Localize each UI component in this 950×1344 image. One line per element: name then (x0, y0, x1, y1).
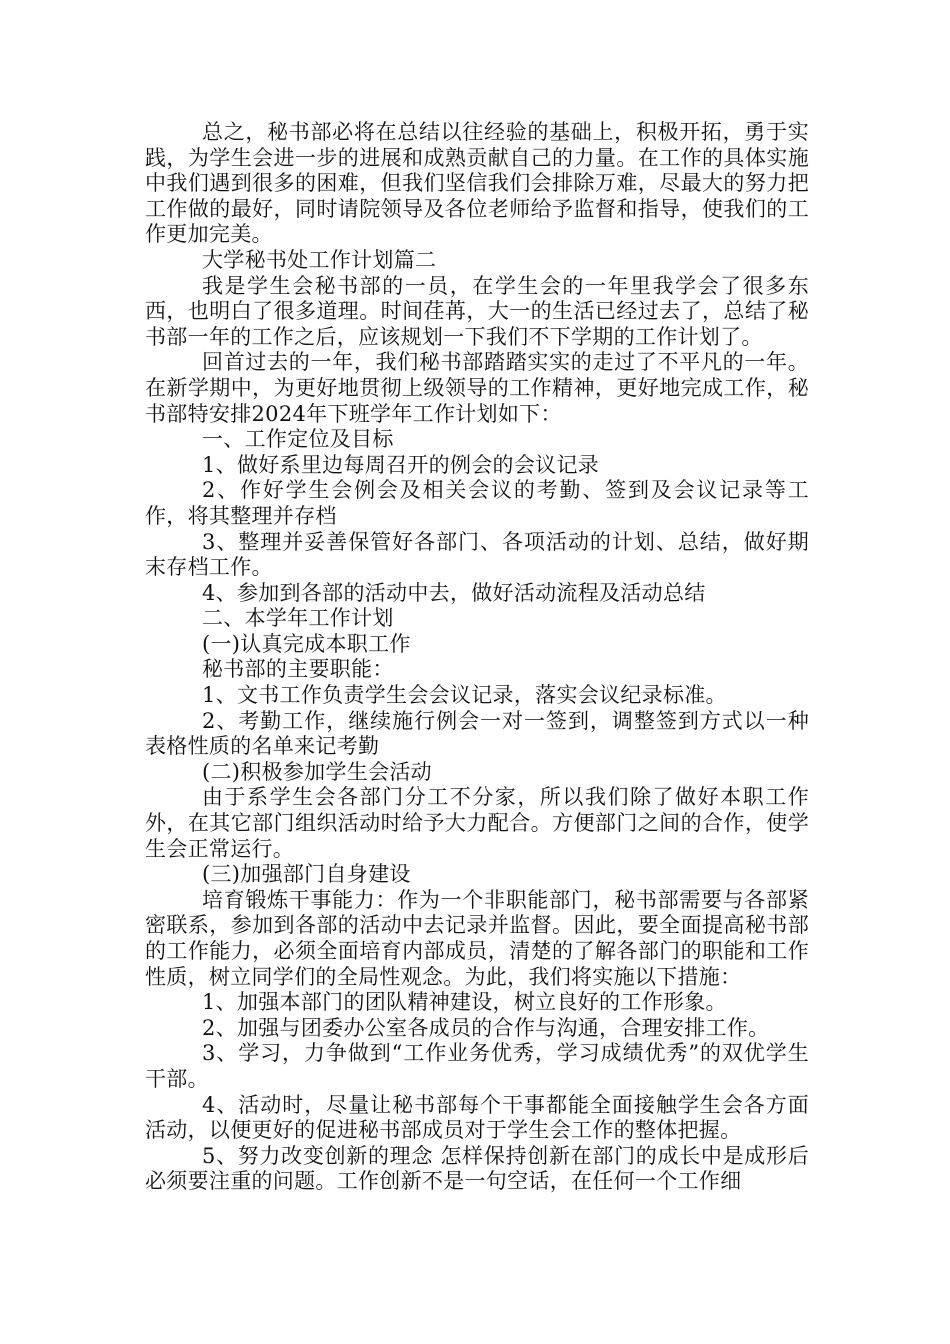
paragraph-cooperation: 由于系学生会各部门分工不分家，所以我们除了做好本职工作外，在其它部门组织活动时给予大力配合。方便部门之间的合作，使学生会正常运行。 (145, 785, 809, 861)
heading-plan: 二、本学年工作计划 (202, 606, 394, 631)
list-item: 4、参加到各部的活动中去，做好活动流程及活动总结 (202, 580, 706, 605)
list-item: 2、考勤工作，继续施行例会一对一签到，调整签到方式以一种表格性质的名单来记考勤 (145, 708, 809, 759)
heading-positioning: 一、工作定位及目标 (202, 427, 394, 452)
paragraph-review: 回首过去的一年，我们秘书部踏踏实实的走过了不平凡的一年。在新学期中，为更好地贯彻上级领导的工作精神，更好地完成工作，秘书部特安排2024年下班学年工作计划如下： (145, 350, 809, 426)
list-item: 1、加强本部门的团队精神建设，树立良好的工作形象。 (202, 990, 727, 1015)
list-item: 1、文书工作负责学生会会议记录，落实会议纪录标准。 (202, 683, 727, 708)
list-item: 2、作好学生会例会及相关会议的考勤、签到及会议记录等工作，将其整理并存档 (145, 478, 809, 528)
subheading: (三)加强部门自身建设 (202, 862, 411, 887)
subheading: (一)认真完成本职工作 (202, 631, 411, 656)
paragraph-training: 培育锻炼干事能力：作为一个非职能部门，秘书部需要与各部紧密联系，参加到各部的活动中去记录并监督。因此，要全面提高秘书部的工作能力，必须全面培育内部成员，清楚的了解各部门的职能和工作性质，树立同学们的全局性观念。为此，我们将实施以下措施： (145, 887, 809, 989)
list-item: 2、加强与团委办公室各成员的合作与沟通，合理安排工作。 (202, 1015, 770, 1040)
subheading: (二)积极参加学生会活动 (202, 759, 432, 784)
list-item: 1、做好系里边每周召开的例会的会议记录 (202, 452, 600, 477)
section-title: 大学秘书处工作计划篇二 (202, 247, 437, 272)
paragraph-summary: 总之，秘书部必将在总结以往经验的基础上，积极开拓，勇于实践，为学生会进一步的进展和成熟贡献自己的力量。在工作的具体实施中我们遇到很多的困难，但我们坚信我们会排除万难，尽最大的努力把工作做的最好，同时请院领导及各位老师给予监督和指导，使我们的工作更加完美。 (145, 120, 809, 247)
document-body (145, 120, 809, 1195)
list-item: 4、活动时，尽量让秘书部每个干事都能全面接触学生会各方面活动，以便更好的促进秘书部成员对于学生会工作的整体把握。 (145, 1092, 809, 1143)
paragraph-duties: 秘书部的主要职能： (202, 657, 394, 682)
paragraph-intro: 我是学生会秘书部的一员，在学生会的一年里我学会了很多东西，也明白了很多道理。时间荏苒，大一的生活已经过去了，总结了秘书部一年的工作之后，应该规划一下我们不下学期的工作计划了。 (145, 273, 809, 349)
list-item: 5、努力改变创新的理念 怎样保持创新在部门的成长中是成形后必须要注重的问题。工作创新不是一句空话，在任何一个工作细 (145, 1143, 809, 1194)
list-item: 3、整理并妥善保管好各部门、各项活动的计划、总结，做好期末存档工作。 (145, 529, 809, 580)
list-item: 3、学习，力争做到“工作业务优秀，学习成绩优秀”的双优学生干部。 (145, 1041, 809, 1091)
